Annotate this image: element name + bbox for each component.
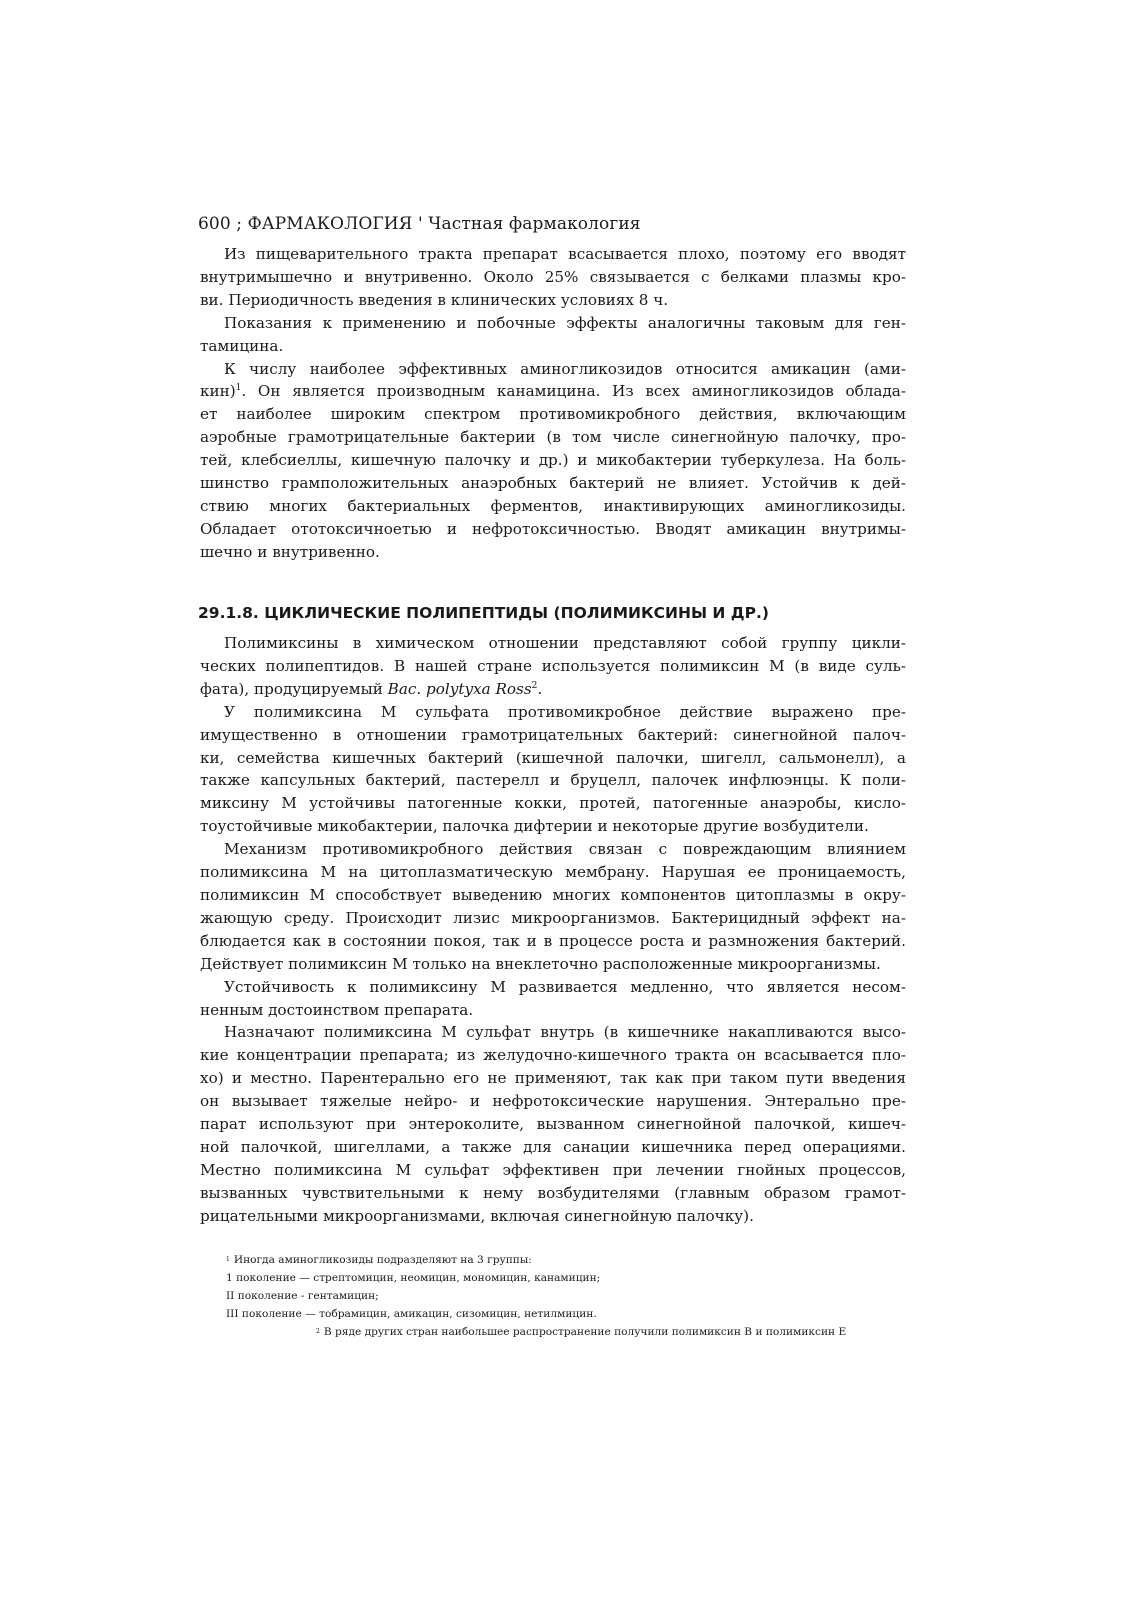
text-line: ной палочкой, шигеллами, а также для санации кишечника перед операциями. — [200, 1137, 906, 1156]
text-line: ки, семейства кишечных бактерий (кишечной палочки, шигелл, сальмонелл), а — [200, 748, 906, 767]
text-line: полимиксин М способствует выведению многих компонентов цитоплазмы в окру- — [200, 885, 906, 904]
text-line: Действует полимиксин М только на внеклеточно расположенные микроорганизмы. — [200, 954, 881, 973]
footnote-line: III поколение — тобрамицин, амикацин, сизомицин, нетилмицин. — [226, 1308, 597, 1320]
text-line: Механизм противомикробного действия связан с повреждающим влиянием — [224, 840, 906, 859]
footnote-ref: 2 — [531, 680, 538, 691]
running-head: 600 ; ФАРМАКОЛОГИЯ ' Частная фармакология — [198, 214, 641, 234]
text-line: имущественно в отношении грамотрицательных бактерий: синегнойной палоч- — [200, 725, 906, 744]
text-line: тоустойчивые микобактерии, палочка дифтерии и некоторые другие возбудители. — [200, 817, 869, 836]
text-line: вызванных чувствительными к нему возбудителями (главным образом грамот- — [200, 1183, 906, 1202]
text-block-2 — [200, 632, 906, 1228]
text-line: рицательными микроорганизмами, включая синегнойную палочку). — [200, 1206, 754, 1225]
footnote-mark: 1 — [226, 1256, 230, 1263]
text-line: внутримышечно и внутривенно. Около 25% связывается с белками плазмы кро- — [200, 267, 906, 286]
species-name: Вас. polytyxa Ross — [387, 679, 532, 698]
text-block-1 — [200, 243, 906, 564]
footnote-text: Иногда аминогликозиды подразделяют на 3 группы: — [233, 1254, 532, 1266]
text-fragment: . — [537, 679, 543, 698]
text-line: Местно полимиксина М сульфат эффективен при лечении гнойных процессов, — [200, 1160, 906, 1179]
text-line: полимиксина М на цитоплазматическую мембрану. Нарушая ее проницаемость, — [200, 863, 906, 882]
text-line: Обладает ототоксичноетью и нефротоксичностью. Вводят амикацин внутримы- — [200, 519, 906, 538]
text-line: ненным достоинством препарата. — [200, 1000, 474, 1019]
text-line: ствию многих бактериальных ферментов, инактивирующих аминогликозиды. — [200, 496, 906, 515]
text-line: тей, клебсиеллы, кишечную палочку и др.) и микобактерии туберкулеза. На боль- — [200, 451, 906, 470]
text-line: также капсульных бактерий, пастерелл и бруцелл, палочек инфлюэнцы. К поли- — [200, 771, 906, 790]
text-line: ческих полипептидов. В нашей стране используется полимиксин М (в виде суль- — [200, 656, 906, 675]
text-line: миксину М устойчивы патогенные кокки, протей, патогенные анаэробы, кисло- — [200, 794, 906, 813]
text-line: шечно и внутривенно. — [200, 542, 380, 561]
text-line: Полимиксины в химическом отношении представляют собой группу цикли- — [224, 634, 906, 652]
text-line — [200, 678, 906, 701]
text-line: Из пищеварительного тракта препарат всасывается плохо, поэтому его вводят — [224, 245, 906, 263]
text-fragment: . Он является производным канамицина. Из всех аминогликозидов облада- — [241, 382, 906, 401]
footnote-line — [226, 1323, 916, 1341]
footnote-text: В ряде других стран наибольшее распространение получили полимиксин В и полимиксин Е — [323, 1326, 847, 1338]
text-line: К числу наиболее эффективных аминогликозидов относится амикацин (ами- — [224, 359, 906, 378]
text-line: кие концентрации препарата; из желудочно-кишечного тракта он всасывается пло- — [200, 1046, 906, 1065]
text-line — [200, 380, 906, 403]
footnote-line: II поколение - гентамицин; — [226, 1290, 379, 1302]
text-line: Показания к применению и побочные эффекты аналогичны таковым для ген- — [224, 313, 906, 332]
text-line: парат используют при энтероколите, вызванном синегнойной палочкой, кишеч- — [200, 1115, 906, 1134]
text-line: Устойчивость к полимиксину М развивается медленно, что является несом- — [224, 977, 906, 996]
text-line: У полимиксина М сульфата противомикробное действие выражено пре- — [224, 702, 906, 721]
text-line: ет наиболее широким спектром противомикробного действия, включающим — [200, 405, 906, 424]
footnotes — [226, 1251, 916, 1341]
text-line: блюдается как в состоянии покоя, так и в процессе роста и размножения бактерий. — [200, 931, 906, 950]
text-fragment: фата), продуцируемый — [200, 679, 388, 698]
text-line: ви. Периодичность введения в клинических условиях 8 ч. — [200, 290, 669, 309]
text-line: шинство грамположительных анаэробных бактерий не влияет. Устойчив к дей- — [200, 474, 906, 493]
text-fragment: кин) — [200, 382, 236, 401]
text-line: тамицина. — [200, 336, 284, 355]
text-line: Назначают полимиксина М сульфат внутрь (в кишечнике накапливаются высо- — [224, 1023, 906, 1042]
section-heading: 29.1.8. ЦИКЛИЧЕСКИЕ ПОЛИПЕПТИДЫ (ПОЛИМИКСИНЫ И ДР.) — [198, 604, 769, 622]
footnote-mark: 2 — [316, 1328, 320, 1335]
text-line: хо) и местно. Парентерально его не применяют, так как при таком пути введения — [200, 1069, 906, 1088]
text-line: аэробные грамотрицательные бактерии (в том числе синегнойную палочку, про- — [200, 428, 906, 447]
footnote-line — [226, 1251, 916, 1269]
text-line: жающую среду. Происходит лизис микроорганизмов. Бактерицидный эффект на- — [200, 908, 906, 927]
footnote-ref: 1 — [235, 383, 242, 394]
footnote-line: 1 поколение — стрептомицин, неомицин, мономицин, канамицин; — [226, 1272, 601, 1284]
text-line: он вызывает тяжелые нейро- и нефротоксические нарушения. Энтерально пре- — [200, 1092, 906, 1111]
